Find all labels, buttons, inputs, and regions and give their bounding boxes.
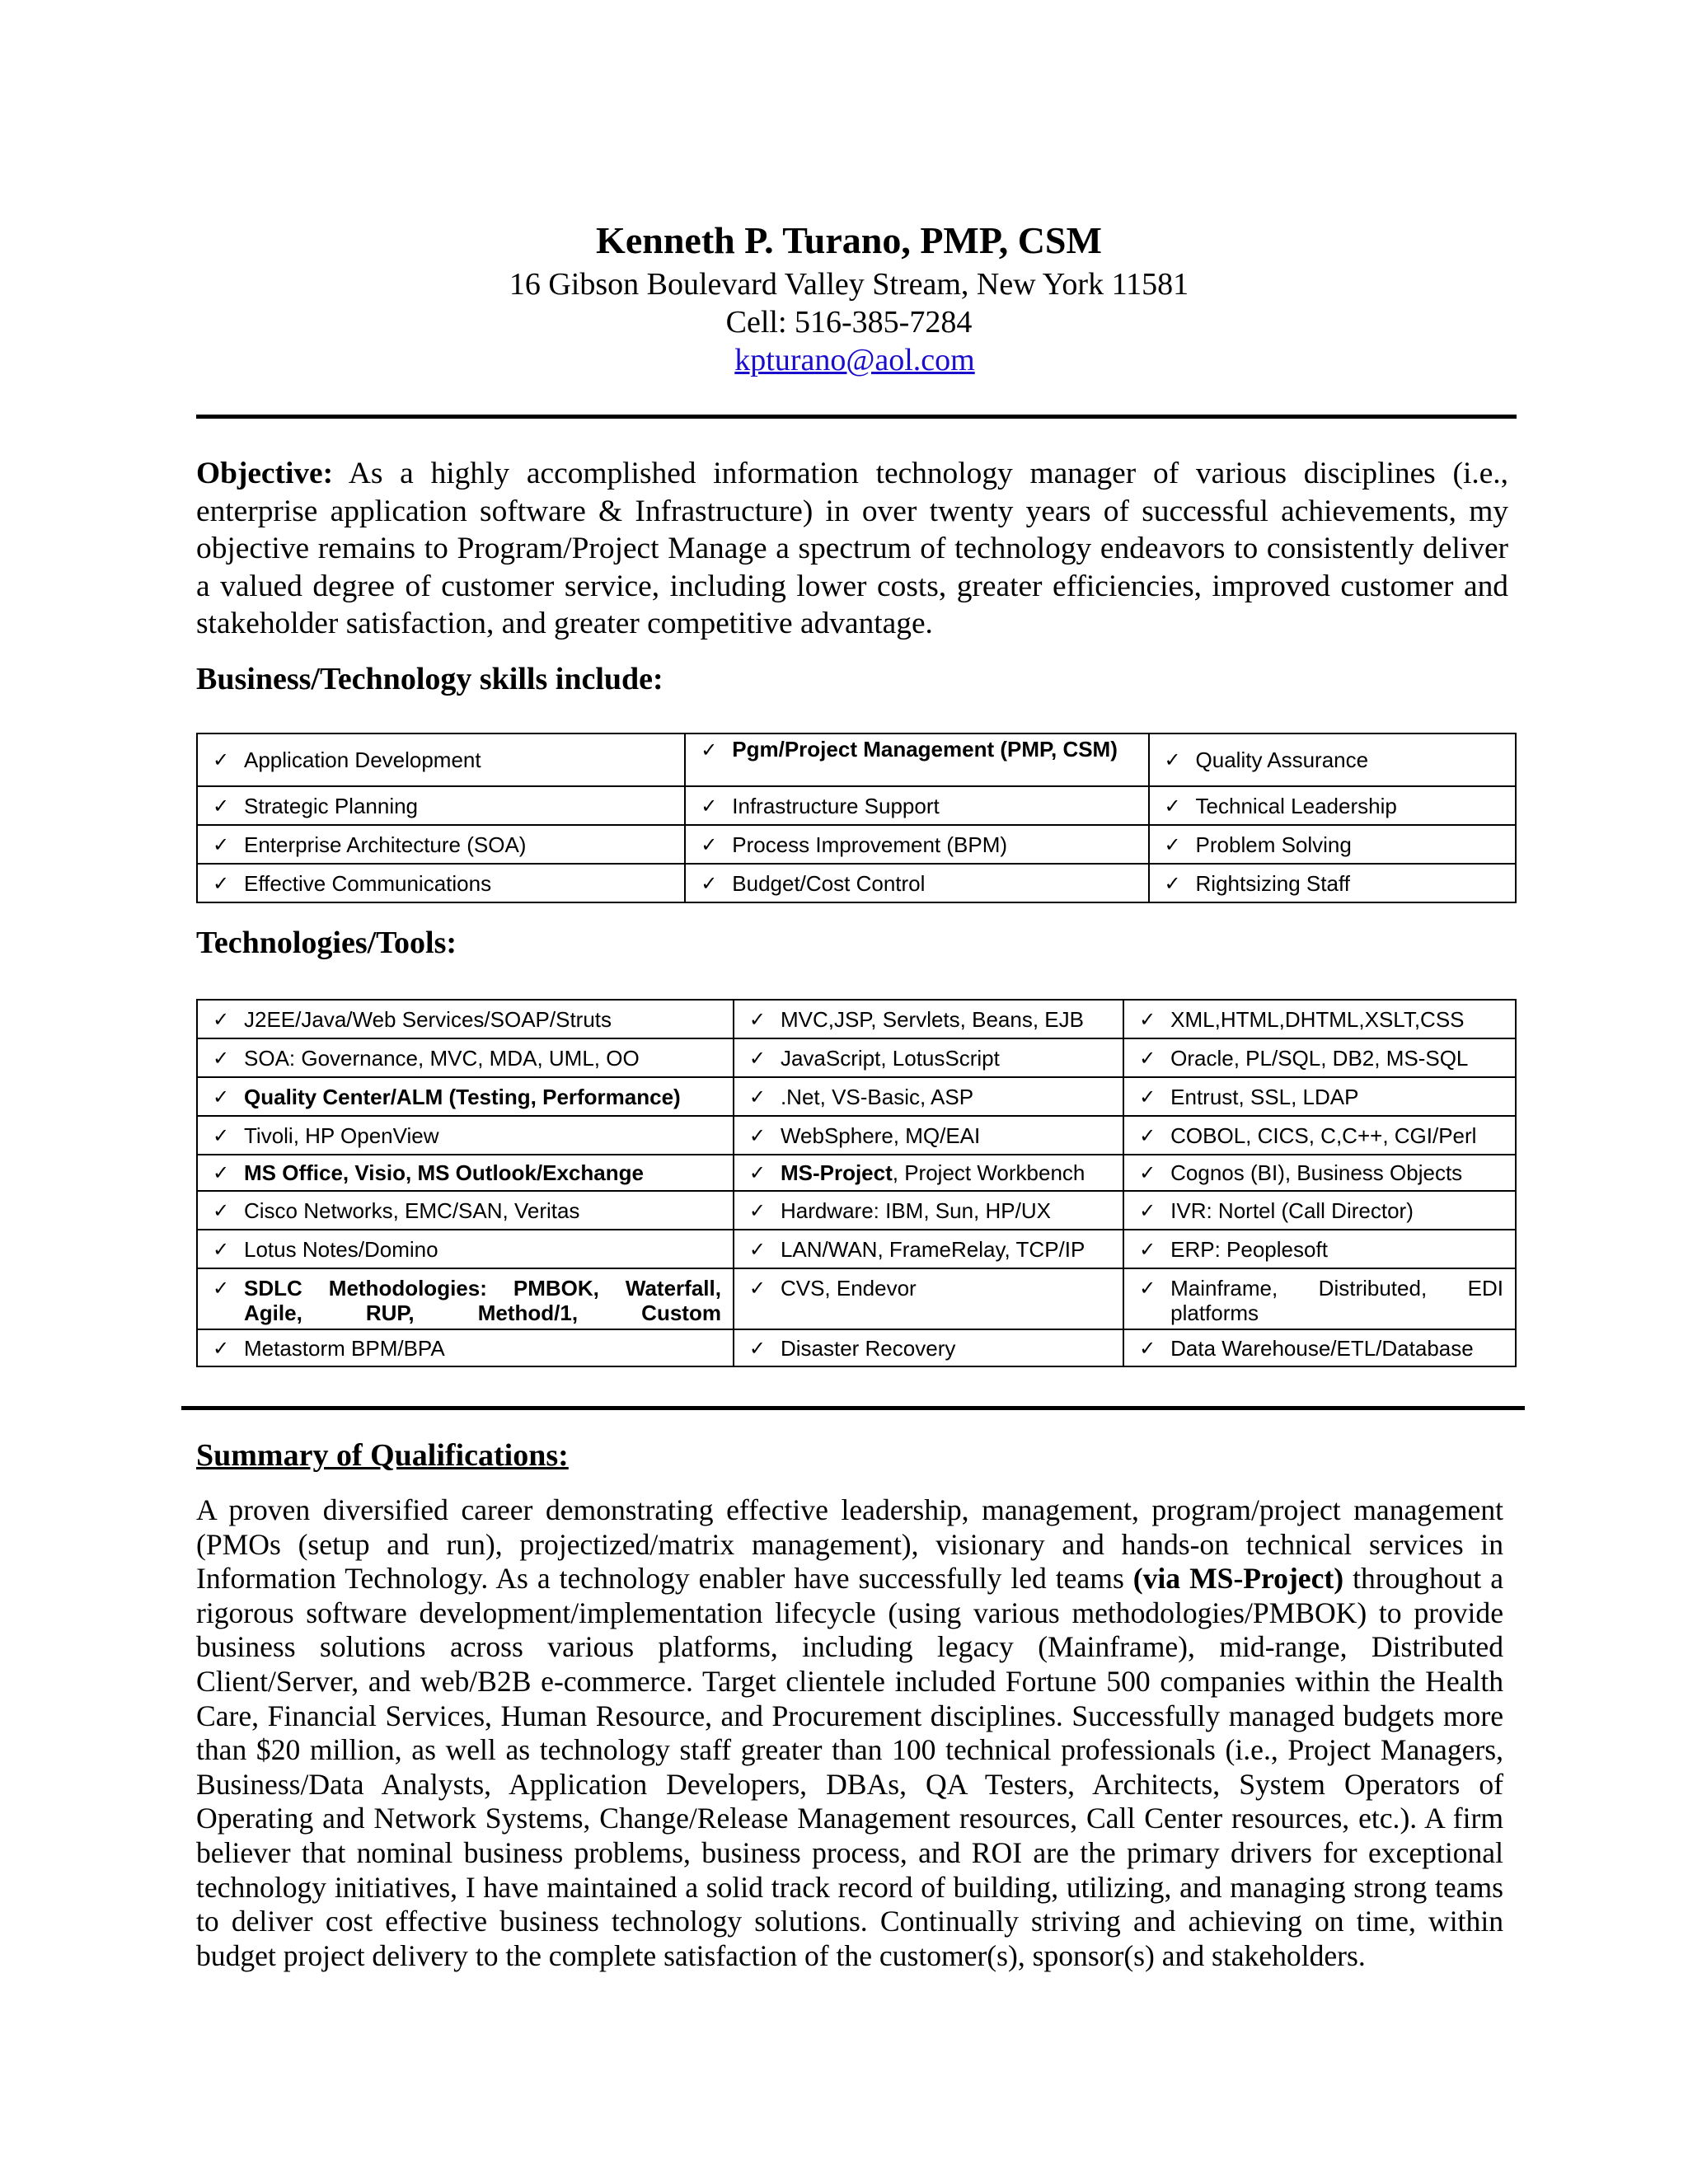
table-cell: ✓ SDLC Methodologies: PMBOK, Waterfall, Agile, RUP, Method/1, Custom bbox=[197, 1268, 734, 1329]
tools-heading: Technologies/Tools: bbox=[196, 926, 457, 960]
table-cell: ✓ Disaster Recovery bbox=[734, 1329, 1123, 1366]
check-icon: ✓ bbox=[212, 871, 230, 895]
check-icon: ✓ bbox=[1164, 871, 1181, 895]
check-icon: ✓ bbox=[748, 1198, 766, 1222]
resume-header bbox=[0, 216, 1688, 379]
table-row bbox=[197, 786, 1516, 825]
check-icon: ✓ bbox=[1139, 1336, 1156, 1360]
table-cell: ✓ XML,HTML,DHTML,XSLT,CSS bbox=[1123, 1000, 1516, 1038]
table-cell: ✓ Effective Communications bbox=[197, 864, 685, 902]
check-icon: ✓ bbox=[1139, 1085, 1156, 1108]
check-icon: ✓ bbox=[212, 1123, 230, 1147]
table-cell: ✓ JavaScript, LotusScript bbox=[734, 1038, 1123, 1077]
table-cell: ✓ Infrastructure Support bbox=[685, 786, 1148, 825]
table-cell: ✓ Application Development bbox=[197, 733, 685, 786]
check-icon: ✓ bbox=[701, 794, 718, 818]
address: 16 Gibson Boulevard Valley Stream, New York 11581 bbox=[509, 267, 1189, 302]
objective-paragraph bbox=[196, 455, 1508, 643]
table-cell: ✓ Rightsizing Staff bbox=[1149, 864, 1516, 902]
email-link[interactable]: kpturano@aol.com bbox=[734, 343, 975, 377]
table-cell: ✓ Problem Solving bbox=[1149, 825, 1516, 864]
skills-heading: Business/Technology skills include: bbox=[196, 662, 663, 696]
check-icon: ✓ bbox=[212, 748, 230, 771]
table-cell: ✓ Cisco Networks, EMC/SAN, Veritas bbox=[197, 1191, 734, 1230]
check-icon: ✓ bbox=[1139, 1237, 1156, 1261]
table-cell: ✓ Mainframe, Distributed, EDI platforms bbox=[1123, 1268, 1516, 1329]
table-cell: ✓ MS-Project, Project Workbench bbox=[734, 1155, 1123, 1191]
check-icon: ✓ bbox=[701, 832, 718, 856]
check-icon: ✓ bbox=[1139, 1007, 1156, 1031]
table-row bbox=[197, 1077, 1516, 1116]
check-icon: ✓ bbox=[212, 1336, 230, 1360]
table-cell: ✓ Hardware: IBM, Sun, HP/UX bbox=[734, 1191, 1123, 1230]
table-cell: ✓ Strategic Planning bbox=[197, 786, 685, 825]
check-icon: ✓ bbox=[212, 1237, 230, 1261]
table-row bbox=[197, 733, 1516, 786]
check-icon: ✓ bbox=[748, 1336, 766, 1360]
table-cell: ✓ Metastorm BPM/BPA bbox=[197, 1329, 734, 1366]
table-row bbox=[197, 1000, 1516, 1038]
table-cell: ✓ Data Warehouse/ETL/Database bbox=[1123, 1329, 1516, 1366]
table-row bbox=[197, 1329, 1516, 1366]
table-cell: ✓ Process Improvement (BPM) bbox=[685, 825, 1148, 864]
table-row bbox=[197, 1155, 1516, 1191]
check-icon: ✓ bbox=[748, 1046, 766, 1070]
objective-text: As a highly accomplished information technology manager of various disciplines (i.e., enterprise application software & Infrastructure) in over twenty years of successful achievements, my objective remains to Program/Project Manage a spectrum of technology endeavors to consistently deliver a valued degree of customer service, including lower costs, greater efficiencies, improved customer and stakeholder satisfaction, and greater competitive advantage. bbox=[196, 457, 1508, 640]
cell-phone: Cell: 516-385-7284 bbox=[725, 305, 973, 340]
table-cell: ✓ Pgm/Project Management (PMP, CSM) bbox=[685, 733, 1148, 786]
check-icon: ✓ bbox=[1139, 1161, 1156, 1184]
check-icon: ✓ bbox=[212, 1007, 230, 1031]
check-icon: ✓ bbox=[748, 1161, 766, 1184]
table-row bbox=[197, 1191, 1516, 1230]
header-divider bbox=[196, 415, 1517, 419]
skills-table bbox=[196, 733, 1517, 903]
table-cell: ✓ Technical Leadership bbox=[1149, 786, 1516, 825]
check-icon: ✓ bbox=[1164, 748, 1181, 771]
check-icon: ✓ bbox=[1164, 794, 1181, 818]
section-divider bbox=[181, 1406, 1525, 1410]
check-icon: ✓ bbox=[701, 871, 718, 895]
check-icon: ✓ bbox=[212, 1161, 230, 1184]
check-icon: ✓ bbox=[748, 1085, 766, 1108]
table-row bbox=[197, 1230, 1516, 1268]
table-cell: ✓ Enterprise Architecture (SOA) bbox=[197, 825, 685, 864]
table-row bbox=[197, 1038, 1516, 1077]
table-row bbox=[197, 1116, 1516, 1155]
check-icon: ✓ bbox=[748, 1277, 766, 1300]
table-cell: ✓ MS Office, Visio, MS Outlook/Exchange bbox=[197, 1155, 734, 1191]
table-cell: ✓ ERP: Peoplesoft bbox=[1123, 1230, 1516, 1268]
table-cell: ✓ Entrust, SSL, LDAP bbox=[1123, 1077, 1516, 1116]
table-cell: ✓ .Net, VS-Basic, ASP bbox=[734, 1077, 1123, 1116]
check-icon: ✓ bbox=[212, 832, 230, 856]
check-icon: ✓ bbox=[701, 738, 718, 762]
table-cell: ✓ Quality Assurance bbox=[1149, 733, 1516, 786]
check-icon: ✓ bbox=[212, 1085, 230, 1108]
tools-table bbox=[196, 999, 1517, 1367]
table-cell: ✓ Quality Center/ALM (Testing, Performance) bbox=[197, 1077, 734, 1116]
check-icon: ✓ bbox=[212, 1046, 230, 1070]
table-cell: ✓ Budget/Cost Control bbox=[685, 864, 1148, 902]
summary-paragraph: A proven diversified career demonstrating effective leadership, management, program/project management (PMOs (setup and run), projectized/matrix management), visionary and hands-on technical services in Information Technology. As a technology enabler have successfully led teams (via MS-Project) throughout a rigorous software development/implementation lifecycle (using various methodologies/PMBOK) to provide business solutions across various platforms, including legacy (Mainframe), mid-range, Distributed Client/Server, and web/B2B e-commerce. Target clientele included Fortune 500 companies within the Health Care, Financial Services, Human Resource, and Procurement disciplines. Successfully managed budgets more than $20 million, as well as technology staff greater than 100 technical professionals (i.e., Project Managers, Business/Data Analysts, Application Developers, DBAs, QA Testers, Architects, System Operators of Operating and Network Systems, Change/Release Management resources, Call Center resources, etc.). A firm believer that nominal business problems, business process, and ROI are the primary drivers for exceptional technology initiatives, I have maintained a solid track record of building, utilizing, and managing strong teams to deliver cost effective business technology solutions. Continually striving and achieving on time, within budget project delivery to the complete satisfaction of the customer(s), sponsor(s) and stakeholders. bbox=[196, 1493, 1503, 1972]
table-row bbox=[197, 864, 1516, 902]
objective-label: Objective: bbox=[196, 457, 334, 490]
table-row bbox=[197, 1268, 1516, 1329]
check-icon: ✓ bbox=[748, 1237, 766, 1261]
table-cell: ✓ LAN/WAN, FrameRelay, TCP/IP bbox=[734, 1230, 1123, 1268]
table-cell: ✓ COBOL, CICS, C,C++, CGI/Perl bbox=[1123, 1116, 1516, 1155]
table-cell: ✓ WebSphere, MQ/EAI bbox=[734, 1116, 1123, 1155]
check-icon: ✓ bbox=[1164, 832, 1181, 856]
check-icon: ✓ bbox=[1139, 1123, 1156, 1147]
check-icon: ✓ bbox=[1139, 1046, 1156, 1070]
table-cell: ✓ CVS, Endevor bbox=[734, 1268, 1123, 1329]
table-cell: ✓ SOA: Governance, MVC, MDA, UML, OO bbox=[197, 1038, 734, 1077]
check-icon: ✓ bbox=[748, 1007, 766, 1031]
table-cell: ✓ Lotus Notes/Domino bbox=[197, 1230, 734, 1268]
check-icon: ✓ bbox=[212, 794, 230, 818]
table-cell: ✓ Oracle, PL/SQL, DB2, MS-SQL bbox=[1123, 1038, 1516, 1077]
table-cell: ✓ IVR: Nortel (Call Director) bbox=[1123, 1191, 1516, 1230]
table-cell: ✓ MVC,JSP, Servlets, Beans, EJB bbox=[734, 1000, 1123, 1038]
table-cell: ✓ Tivoli, HP OpenView bbox=[197, 1116, 734, 1155]
candidate-name: Kenneth P. Turano, PMP, CSM bbox=[596, 219, 1102, 261]
check-icon: ✓ bbox=[1139, 1277, 1156, 1300]
summary-heading: Summary of Qualifications: bbox=[196, 1438, 569, 1473]
check-icon: ✓ bbox=[748, 1123, 766, 1147]
check-icon: ✓ bbox=[212, 1198, 230, 1222]
table-cell: ✓ Cognos (BI), Business Objects bbox=[1123, 1155, 1516, 1191]
table-row bbox=[197, 825, 1516, 864]
table-cell: ✓ J2EE/Java/Web Services/SOAP/Struts bbox=[197, 1000, 734, 1038]
check-icon: ✓ bbox=[1139, 1198, 1156, 1222]
check-icon: ✓ bbox=[212, 1277, 230, 1300]
